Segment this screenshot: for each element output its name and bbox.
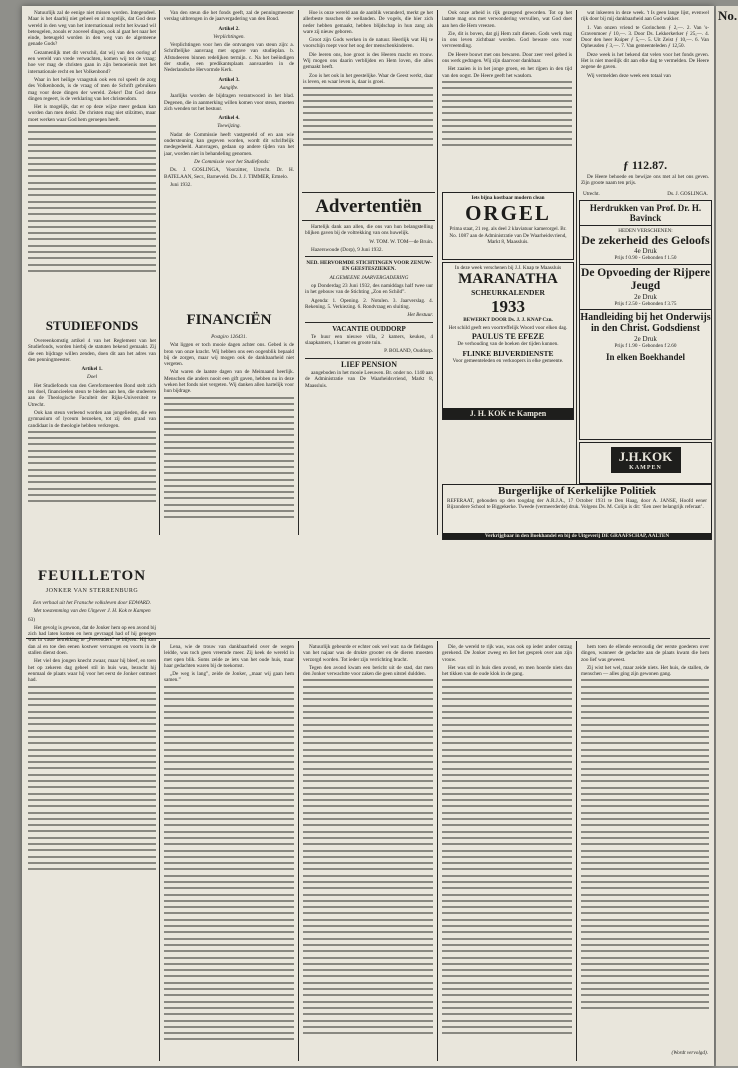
paragraph: Zij wist het wel, maar zeide niets. Het huis, de stallen, de menschen — alles ging zijn gewonen gang.	[581, 664, 709, 678]
text-lines	[164, 397, 294, 527]
column-5	[581, 10, 709, 156]
burgerlijke-ad	[442, 484, 712, 540]
column-4	[442, 10, 572, 188]
paragraph: Het is mogelijk, dat er op deze wijze meer gedaan kan worden dan men denkt. De christen mag niet stilzitten, maar moet werken waar God hem geroepen heeft.	[28, 104, 156, 123]
agenda: Agenda: 1. Opening. 2. Notulen. 3. Jaarverslag. 4. Rekening. 5. Verkiezing. 6. Rondvraag en sluiting.	[305, 297, 433, 310]
paragraph: Natuurlijk gebeurde er echter ook wel wat: na de fieldagen van het najaar was de drukte grooter en de dieren moesten verzorgd worden. Tot ieder zijn verrichting bracht.	[303, 644, 433, 663]
kok-footer: J. H. KOK te Kampen	[443, 408, 573, 419]
paragraph: Lena, wie de trouw van dankbaarheid over de wegen leidde, was toch geen vreemde meer. Zij keek de wereld in met open blik. Soms zeide ze iets van het oude huis, maar haar gedachten waren bij de toekomst.	[164, 644, 294, 669]
orgel-ad	[442, 192, 574, 260]
kok-logo-block	[611, 447, 681, 473]
feuilleton-col-5	[581, 644, 709, 1044]
paragraph: Die, de wereld te rijk was, was ook op ieder ander ontzag gerekend. De Jonker zweeg en liet het gesprek over aan zijn vrouw.	[442, 644, 572, 663]
feuilleton-note: Met toestemming van den Uitgever J. H. Kok te Kampen	[33, 608, 151, 615]
paragraph: Van den steun die het fonds geeft, zal de penningmeester verslag uitbrengen in de jaarvergadering van den Bond.	[164, 10, 294, 23]
text-lines	[28, 431, 156, 511]
orgel-intro: Iets bijna kostbaar modern clean	[471, 195, 545, 201]
column-rule	[576, 641, 577, 1061]
flinke-title: FLINKE BIJVERDIENSTE	[462, 349, 554, 359]
burgerlijke-title: Burgerlijke of Kerkelijke Politiek	[498, 485, 656, 497]
paragraph: Tegen den avond kwam een bericht uit de stad, dat men den Jonker verwachtte voor zaken die geen uitstel duldden.	[303, 664, 433, 678]
text-lines	[442, 679, 572, 1039]
lief-pension-heading: LIEF PENSION	[341, 359, 397, 369]
paragraph: hem toen de ellende eenvoudig der eerste goederen over dingen, wanneer de gedachte aan de plaats kwam die hem zoo lief was geweest.	[581, 644, 709, 663]
feuilleton-author: JONKER VAN STERRENBURG	[45, 588, 139, 594]
paulus-title: PAULUS TE EFEZE	[471, 331, 545, 341]
next-page-label: No.	[718, 8, 738, 23]
maranatha-intro: In deze week verschenen bij J.J. Knap te Maassluis	[454, 265, 562, 271]
column-rule	[159, 641, 160, 1061]
article-heading: Artikel 1.	[81, 366, 103, 373]
advertenties-heading: Advertentiën	[315, 196, 422, 217]
adv-rule	[302, 192, 435, 193]
paragraph: Zie, dit is boven, dat gij Hem zult dienen. Gods werk mag in ons leven zichtbaar worden. God beware ons voor vervreemding.	[442, 30, 572, 50]
column-rule	[437, 10, 438, 535]
column-rule	[576, 10, 577, 535]
logo-text: J.H.KOK	[618, 449, 673, 464]
paragraph: „De weg is lang”, zeide de Jonker, „maar wij gaan hem samen.”	[164, 671, 294, 684]
column-rule	[298, 641, 299, 1061]
column-3	[303, 10, 433, 188]
maranatha-title: MARANATHA	[458, 271, 558, 288]
flinke-text: Voor gemeenteleden en verkoopers in elke gemeente.	[452, 358, 564, 365]
text-lines	[28, 125, 156, 285]
maranatha-note: Het schild geeft een voortreffelijk Woord voor elken dag.	[448, 324, 568, 331]
paragraph: Nadat de Commissie heeft vastgesteld of en aan wie ondersteuning kan gegeven worden, wordt dit schriftelijk medegedeeld. Aanvragen, gedaan op andere tijden van het jaar, worden niet in behandeling genomen.	[164, 131, 294, 157]
article-sub: Toewijzing.	[217, 123, 241, 130]
text-lines	[28, 686, 156, 1046]
paragraph: Natuurlijk zal de eenige niet missen worden. Integendeel. Maar is het daarbij niet geheel en al mogelijk, dat God deze wereld in den weg van het internationaal recht het kwaad wil beteugelen, zooals er zooveel dingen, ook al gaat het naar het einde, beteugeld worden in den weg van de algemeene genade Gods?	[28, 10, 156, 48]
orgel-text: Prima staat, 21 reg. als deel 2 klaviatuur kamerorgel. Br. No. 1087 aan de Administratie van De Waarheidsvriend, Markt 8, Maassluis.	[449, 226, 567, 245]
article-sub: Doel	[86, 374, 98, 381]
studiefonds-heading: STUDIEFONDS	[45, 318, 139, 333]
paragraph: Waar in het heilige vraagstuk ook een rol speelt de zorg des Volkenbonds, is de vraag of men de Schrift gebruiken mag voor deze dingen der wereld. Zeker! Dat God deze dingen regeert, is de verklaring van het christendom.	[28, 76, 156, 102]
book-edition: 4e Druk	[634, 247, 657, 256]
paragraph: Wat waren de laatste dagen van de Meimaand heerlijk. Menschen die anders nooit een gift gaven, hebben nu in deze weken het fonds niet vergeten. Wij danken allen hartelijk voor hun bijdrage.	[164, 369, 294, 395]
text-lines	[442, 81, 572, 161]
to-be-continued: (Wordt vervolgd).	[671, 1050, 708, 1056]
studiefonds-text	[28, 338, 156, 536]
ned-sub: ALGEMEENE JAARVERGADERING	[329, 274, 409, 281]
paragraph: Het Studiefonds van den Gereformeerden Bond stelt zich ten doel, financieelen steun te bieden aan hen, die studeeren aan de Theologische Faculteit der Rijks-Universiteit te Utrecht.	[28, 382, 156, 408]
feuilleton-col-1	[28, 598, 156, 1060]
paragraph: Hoe is onze wereld aan de aanblik veranderd, merkt ge het allerbeste tusschen de wellanden. De vogels, die hier zich neder hebben gemaakt, hebben blijdschap in hun zang als ware zij nieuw geboren.	[303, 10, 433, 35]
ad-place: Hazerswoude (Dorp), 9 Juni 1932.	[311, 246, 383, 253]
book-price: Prijs f 0.90 - Gebonden f 1.50	[580, 255, 711, 264]
maranatha-ad	[442, 262, 574, 420]
article-heading: Artikel 3.	[218, 76, 240, 83]
financien-heading: FINANCIËN	[186, 312, 272, 328]
book-price: Prijs f 1.90 - Gebonden f 2.60	[614, 342, 677, 349]
ad-text: aangeboden in het mooie Leeuwen. Br. onder no. 1140 aan de Administratie van De Waarheidsvriend, Markt 8, Maassluis.	[305, 370, 433, 389]
paragraph: Gezamenlijk met dit verschil, dat wij van den oorlog af een wereld van vrede verwachten, komen wij tot de vraag: hoe ver mag de christen gaan in zijn bemoeienis met het internationale recht en het Volkenbond?	[28, 49, 156, 75]
paragraph: Verplichtingen voor hen die ontvangen van steun zijn: a. Schriftelijke aanvraag met opgave van studieplan. b. Afstudeeren binnen redelijken termijn. c. Na het beëindigen der studie, een predikantsplaats aanvaarden in de Nederlandsche Hervormde Kerk.	[164, 42, 294, 74]
bavinck-title: Herdrukken van Prof. Dr. H. Bavinck	[580, 201, 711, 226]
ad-sign: P. BOLAND, Ouddorp.	[384, 348, 433, 355]
paragraph: Jaarlijks worden de bijdragen verantwoord in het blad. Degenen, die in aanmerking willen komen voor steun, moeten zich wenden tot het bestuur.	[164, 93, 294, 112]
column-2	[164, 10, 294, 310]
total-intro: Wij vermelden deze week een totaal van	[587, 72, 671, 79]
paragraph: Ook onze arbeid is rijk gezegend geworden. Tot op het laatste mag ons met verwondering vervullen, wat God doet aan hen die Hem vreezen.	[442, 10, 572, 29]
adjacent-page-edge	[716, 6, 738, 1066]
paragraph: Wat liggen er toch mooie dagen achter ons. Gebed is de bron van onze kracht. Wij hebben ons een oogenblik bepaald bij de zorgen, maar wij mogen ook de dankbaarheid niet vergeten.	[164, 342, 294, 368]
article-heading: Artikel 4.	[218, 115, 240, 122]
text-lines	[164, 686, 294, 1046]
book-title: De Opvoeding der Rijpere Jeugd	[581, 266, 710, 292]
gift-list: 1. Van onzen vriend te Gorinchem ƒ 2,—. 2. Van 's-Gravenmoer ƒ 10,—. 3. Door Ds. Lekkerkerker ƒ 25,—. 4. Door den heer Kuiper ƒ 5,—. 5. Uit Zeist ƒ 10,—. 6. Van Opheusden ƒ 3,—. 7. Van gemeenteleden ƒ 12,50.	[581, 24, 709, 50]
ad-text: Hartelijk dank aan allen, die ons van hun belangstelling blijken gaven bij de voltrekking van ons huwelijk.	[305, 224, 433, 237]
book-title: Handleiding bij het Onderwijs in den Christ. Godsdienst	[580, 311, 711, 335]
burgerlijke-text: REFERAAT, gehouden op den toogdag der A.R.J.A., 17 October 1931 te Den Haag, door A. JANSE, Hoofd eener Bijzondere School te Biggekerke. Tweede (vermeerderde) druk. Volgens Ds. M. Colijn is dit: ‘Een zeer belangrijk referaat’.	[447, 498, 707, 511]
paragraph: Deze week is het bekend dat velen voor het fonds geven. Het is niet moeilijk dit aan elke dag te vermelden. De Heere zegene de gaven.	[581, 51, 709, 71]
financien-text	[164, 332, 294, 536]
article-sub: Aangifte.	[219, 84, 239, 91]
article-sub: Verplichtingen.	[213, 33, 245, 40]
adv-rule	[302, 220, 435, 221]
paragraph: Het viel den jongen knecht zwaar, maar hij bleef, en toen het op zekeren dag geheel stil in huis was, bezocht hij eenmaal de plaats waar hij voor het eerst de Jonker ontmoet had.	[28, 658, 156, 684]
bavinck-footer: In elken Boekhandel	[605, 352, 686, 363]
ad-text: Te huur een nieuwe villa, 2 kamers, keuken, 4 slaapkamers, 1 kamer en groote tuin.	[305, 333, 433, 347]
feuilleton-desc: Een verhaal uit het Fransche volksleven door EDWARD.	[33, 600, 151, 606]
article-heading: Artikel 2.	[218, 25, 240, 32]
feuilleton-col-3	[303, 644, 433, 1060]
paragraph: De Heere behoede en bewijze ons met al het ons geven. Zijn groote naam ten prijs.	[581, 174, 709, 187]
ad-text: op Donderdag 23 Juni 1932, des namiddags half twee uur in het gebouw van de Stichting „Zon en Schild”.	[305, 283, 433, 296]
signature-name: Ds. J. GOSLINGA.	[667, 191, 708, 197]
adv-column	[305, 224, 433, 536]
paragraph: Zoo is het ook in het geestelijke. Waar de Geest werkt, daar is leven, en waar leven is, daar is groei.	[303, 72, 433, 85]
book-price: Prijs f 2.50 - Gebonden f 3.75	[580, 301, 711, 310]
feuilleton-col-4	[442, 644, 572, 1060]
orgel-title: ORGEL	[465, 201, 551, 226]
paragraph: De Heere bouwt met ons bewaren. Door zeer veel gebed is ons werk gedragen. Wij zijn daarvoor dankbaar.	[442, 51, 572, 65]
paragraph: Ook kan steun verleend worden aan jongelieden, die een gymnasium of lyceum bezoeken, tot zij den graad van candidaat in de theologie hebben verkregen.	[28, 409, 156, 429]
bavinck-sub: HEDEN VERSCHENEN:	[618, 228, 673, 234]
signature-date: Juni 1932.	[170, 181, 192, 188]
ad-names: W. TOM. W. TOM—de Bruin.	[369, 238, 433, 245]
ad-sign: Het Bestuur.	[407, 312, 433, 319]
kok-logo	[579, 442, 712, 484]
paragraph: Overeenkomstig artikel 4 van het Reglement van het Studiefonds, worden hierbij de statuten bekend gemaakt. Zij die een bijdrage willen zenden, doen dit aan het adres van den penningmeester.	[28, 338, 156, 363]
paragraph: Die leeren ons, hoe groot is des Heeren macht en trouw. Wij mogen ons daarin verblijden en Hem loven, die alles gemaakt heeft.	[303, 51, 433, 71]
newspaper-page	[22, 6, 714, 1066]
paragraph: Het was stil in huis dien avond, en men hoorde niets dan het tikken van de oude klok in de gang.	[442, 664, 572, 678]
feuilleton-col-2	[164, 644, 294, 1060]
column-rule	[298, 10, 299, 535]
paragraph: wat inkeeren in deze week. 't Is geen lange lijst, evenwel rijk door bij mij dankbaarheid aan God wakker.	[581, 10, 709, 23]
paragraph: Het zaaien is in het jonge groen, en het rijpen in den tijd van den oogst. De Heere geeft het wasdom.	[442, 66, 572, 79]
paragraph: Groot zijn Gods werken in de natuur. Heerlijk wat Hij te voorschijn roept voor het oog der menschenkinderen.	[303, 37, 433, 50]
paragraph: Het gevolg is gewoon, dat de Jonker hem op een avond bij zich had laten komen en hem gevraagd had of hij genegen was in vaste betrekking te „Prevenders” te blijven. Hij kon dan al en toe den eenen kostwer vervangen en voorts in de stallen dienst doen.	[28, 624, 156, 657]
logo-sub: KAMPEN	[629, 465, 662, 471]
column-rule	[159, 10, 160, 535]
postgiro: Postgiro 126431.	[211, 334, 247, 340]
feuilleton-title: FEUILLETON	[37, 568, 147, 584]
signature: Ds. J. GOSLINGA, Voorzitter, Utrecht. Dr. H. BATELAAN, Secr., Barneveld. Ds. J. J. TIMMER, Ermelo.	[164, 167, 294, 180]
text-lines	[303, 679, 433, 1039]
maranatha-year: 1933	[491, 297, 525, 317]
book-title: De zekerheid des Geloofs	[581, 233, 710, 248]
maranatha-editor: BEWERKT DOOR Ds. J. J. KNAP Czn.	[463, 317, 553, 324]
total-amount: ƒ 112.87.	[622, 158, 668, 172]
maranatha-sub: SCHEURKALENDER	[471, 288, 545, 298]
closing-text	[581, 174, 709, 190]
chapter-number: 63)	[28, 616, 35, 623]
ned-heading: NED. HERVORMDE STICHTINGEN VOOR ZENUW- EN GEESTESZIEKEN.	[306, 260, 432, 273]
column-rule	[437, 641, 438, 1061]
paulus-sub: De verhouding van de boeken der tijden kunnen.	[457, 340, 559, 347]
column-1	[28, 10, 156, 320]
book-edition: 2e Druk	[634, 292, 657, 301]
bavinck-ad	[579, 200, 712, 440]
text-lines	[303, 87, 433, 157]
signature-place: Utrecht.	[583, 191, 600, 197]
book-edition: 2e Druk	[634, 334, 657, 343]
burgerlijke-footer: Verkrijgbaar in den Boekhandel en bij de Uitgeverij DE GRAAFSCHAP, AALTEN	[443, 533, 711, 539]
text-lines	[581, 679, 709, 1019]
signature-intro: De Commissie voor het Studiefonds:	[194, 158, 270, 165]
vacantie-heading: VACANTIE OUDDORP	[332, 324, 406, 333]
